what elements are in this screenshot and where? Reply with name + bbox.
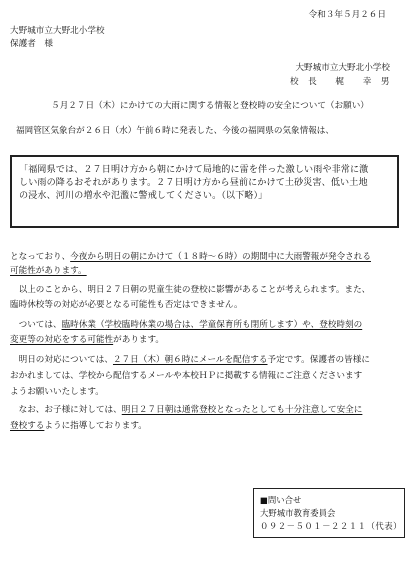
underlined-text: ２７日（木）朝６時にメールを配信する — [112, 355, 268, 365]
underlined-text: 変更等の対応をする可能性 — [10, 335, 114, 345]
body-line: おかれましては、学校から配信するメールや本校ＨＰに掲載する情報にご注意くださいます — [10, 371, 363, 381]
quote-line: しい雨の降るおそれがあります。２７日明け方から昼前にかけて土砂災害、低い土地 — [19, 178, 368, 189]
body-line: 登校するように指導しております。 — [10, 421, 147, 431]
body-line: 変更等の対応をする可能性があります。 — [10, 335, 165, 345]
body-line — [10, 266, 87, 277]
body-line: ようお願いいたします。 — [10, 387, 104, 397]
underlined-text: 登校する — [10, 421, 45, 431]
sender-principal: 校 長 梶 幸 男 — [289, 77, 390, 87]
sender-school: 大野城市立大野北小学校 — [295, 63, 390, 73]
quote-line: 「福岡県では、２７日明け方から朝にかけて局地的に雷を伴った激しい雨や非常に激 — [19, 165, 369, 175]
body-line: 明日の対応については、２７日（木）朝６時にメールを配信する予定です。保護者の皆様に — [10, 355, 370, 365]
contact-organization: 大野城市教育委員会 — [260, 508, 336, 519]
body-line: となっており、今夜から明日の朝にかけて（１８時～６時）の期間中に大雨警報が発令される — [10, 252, 371, 262]
contact-box — [253, 488, 405, 538]
quote-line: の浸水、河川の増水や氾濫に警戒してください。（以下略）」 — [19, 191, 268, 202]
underlined-text: 臨時休業（学校臨時休業の場合は、学童保育所も閉所します）や、登校時刻の — [61, 320, 363, 330]
body-line: なお、お子様に対しては、明日２７日朝は通常登校となったとしても十分注意して安全に — [10, 405, 363, 415]
body-line: 以上のことから、明日２７日朝の児童生徒の登校に影響があることが考えられます。また、 — [10, 285, 371, 295]
underlined-text: 今夜から明日の朝にかけて（１８時～６時）の期間中に大雨警報が発令される — [70, 252, 371, 262]
recipient-school: 大野城市立大野北小学校 — [10, 26, 105, 36]
body-line: 臨時休校等の対応が必要となる可能性も否定はできません。 — [10, 300, 243, 310]
weather-info-quote-box — [10, 155, 399, 228]
underlined-text: 可能性があります。 — [10, 266, 87, 276]
recipient: 保護者 様 — [10, 39, 53, 49]
contact-heading: ■問い合せ — [260, 495, 302, 505]
issue-date: 令和３年５月２６日 — [308, 10, 386, 20]
contact-phone: ０９２－５０１－２２１１（代表） — [260, 521, 402, 532]
underlined-text: 明日２７日朝は通常登校となったとしても十分注意して安全に — [121, 405, 363, 415]
body-line: ついては、臨時休業（学校臨時休業の場合は、学童保育所も閉所します）や、登校時刻の — [10, 320, 363, 330]
document-title: ５月２７日（木）にかけての大雨に関する情報と登校時の安全について（お願い） — [51, 101, 369, 111]
lead-paragraph: 福岡管区気象台が２６日（水）午前６時に発表した、今後の福岡県の気象情報は、 — [16, 126, 334, 136]
